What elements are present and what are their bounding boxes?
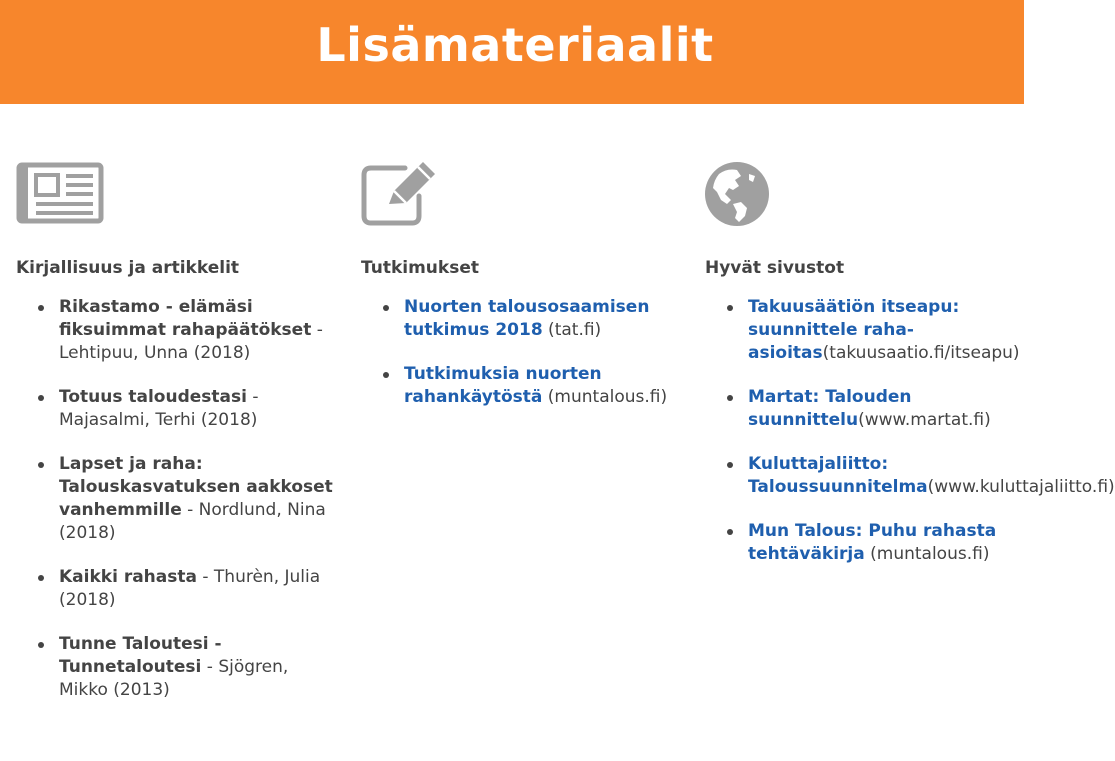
literature-list xyxy=(16,296,336,702)
websites-list xyxy=(705,296,1115,566)
item-meta: (tat.fi) xyxy=(542,320,602,340)
item-title: Totuus taloudestasi xyxy=(59,387,247,407)
list-item xyxy=(16,296,336,365)
item-meta: (www.martat.fi) xyxy=(858,410,991,430)
list-item xyxy=(705,296,1023,365)
item-meta: (muntalous.fi) xyxy=(542,387,668,407)
item-meta: - Lehtipuu, Unna (2018) xyxy=(59,320,323,363)
section-heading: Hyvät sivustot xyxy=(705,258,845,278)
research-list xyxy=(361,296,691,409)
list-item xyxy=(361,296,691,342)
item-meta: (takuusaatio.fi/itseapu) xyxy=(822,343,1020,363)
column-research xyxy=(361,160,691,430)
list-item xyxy=(16,633,336,702)
list-item xyxy=(16,566,336,612)
item-link[interactable]: Martat: Talouden suunnittelu xyxy=(748,387,912,430)
list-item xyxy=(16,386,336,432)
item-title: Lapset ja raha: Talouskasvatuksen aakkoset vanhemmille xyxy=(59,454,333,520)
section-heading: Kirjallisuus ja artikkelit xyxy=(16,258,240,278)
list-item xyxy=(361,363,691,409)
item-link[interactable]: Mun Talous: Puhu rahasta tehtäväkirja xyxy=(748,521,997,564)
globe-icon xyxy=(705,160,1023,230)
list-item xyxy=(705,386,1023,432)
section-heading: Tutkimukset xyxy=(361,258,479,278)
column-websites xyxy=(705,160,1115,587)
item-meta: - Nordlund, Nina (2018) xyxy=(59,500,326,543)
item-meta: - Thurèn, Julia (2018) xyxy=(59,567,321,610)
item-meta: - Majasalmi, Terhi (2018) xyxy=(59,387,259,430)
item-link[interactable]: Takuusäätiön itseapu: suunnittele raha-asioitas xyxy=(748,297,960,363)
list-item xyxy=(705,520,1023,566)
item-meta: (www.kuluttajaliitto.fi) xyxy=(927,477,1115,497)
header-banner xyxy=(0,0,1024,104)
item-link[interactable]: Nuorten talousosaamisen tutkimus 2018 xyxy=(404,297,650,340)
item-meta: - Sjögren, Mikko (2013) xyxy=(59,657,289,700)
list-item xyxy=(16,453,336,545)
column-literature xyxy=(16,160,336,723)
item-meta: (muntalous.fi) xyxy=(864,544,990,564)
item-title: Kaikki rahasta xyxy=(59,567,197,587)
page-title: Lisämateriaalit xyxy=(316,18,714,72)
list-item xyxy=(705,453,1115,499)
item-link[interactable]: Kuluttajaliitto: Taloussuunnitelma xyxy=(748,454,928,497)
item-title: Rikastamo - elämäsi fiksuimmat rahapäätökset xyxy=(59,297,312,340)
item-title: Tunne Taloutesi - Tunnetaloutesi xyxy=(59,634,222,677)
item-link[interactable]: Tutkimuksia nuorten rahankäytöstä xyxy=(404,364,602,407)
edit-icon xyxy=(361,160,691,230)
newspaper-icon xyxy=(16,160,336,230)
